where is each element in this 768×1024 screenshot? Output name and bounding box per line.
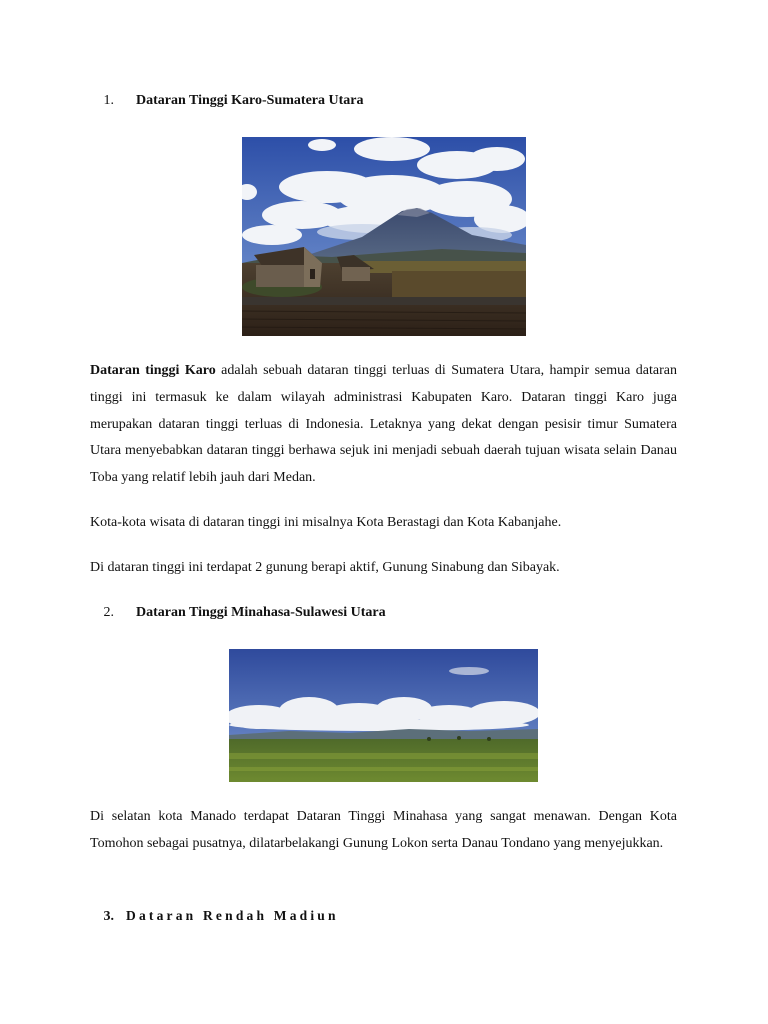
karo-volcanoes-paragraph: Di dataran tinggi ini terdapat 2 gunung berapi aktif, Gunung Sinabung dan Sibayak.	[90, 560, 560, 575]
karo-lead-term: Dataran tinggi Karo	[90, 363, 216, 378]
section-number: 1.	[103, 93, 114, 108]
karo-highland-photo	[242, 137, 526, 336]
karo-description-paragraph	[90, 358, 677, 492]
karo-description-text: adalah sebuah dataran tinggi terluas di Sumatera Utara, hampir semua dataran tinggi ini termasuk ke dalam wilayah administrasi Kabupaten Karo. Dataran tinggi Karo juga merupakan dataran tinggi terluas di Indonesia. Letaknya yang dekat dengan pesisir timur Sumatera Utara menyebabkan dataran tinggi berhawa sejuk ini menjadi sebuah daerah tujuan wisata selain Danau Toba yang relatif lebih jauh dari Medan.	[90, 363, 677, 486]
section-title: Dataran Tinggi Karo-Sumatera Utara	[136, 93, 364, 108]
section-heading-minahasa	[90, 603, 386, 623]
section-heading-madiun	[90, 906, 339, 927]
minahasa-highland-photo	[229, 649, 538, 782]
section-heading-karo	[90, 91, 364, 111]
section-number: 3.	[103, 909, 114, 924]
minahasa-description-paragraph: Di selatan kota Manado terdapat Dataran Tinggi Minahasa yang sangat menawan. Dengan Kota Tomohon sebagai pusatnya, dilatarbelakangi Gunung Lokon serta Danau Tondano yang menyejukkan.	[90, 809, 677, 851]
karo-tourist-towns-paragraph: Kota-kota wisata di dataran tinggi ini misalnya Kota Berastagi dan Kota Kabanjahe.	[90, 515, 562, 530]
section-title: Dataran Tinggi Minahasa-Sulawesi Utara	[136, 605, 386, 620]
section-title: Dataran Rendah Madiun	[126, 908, 339, 923]
section-number: 2.	[103, 605, 114, 620]
